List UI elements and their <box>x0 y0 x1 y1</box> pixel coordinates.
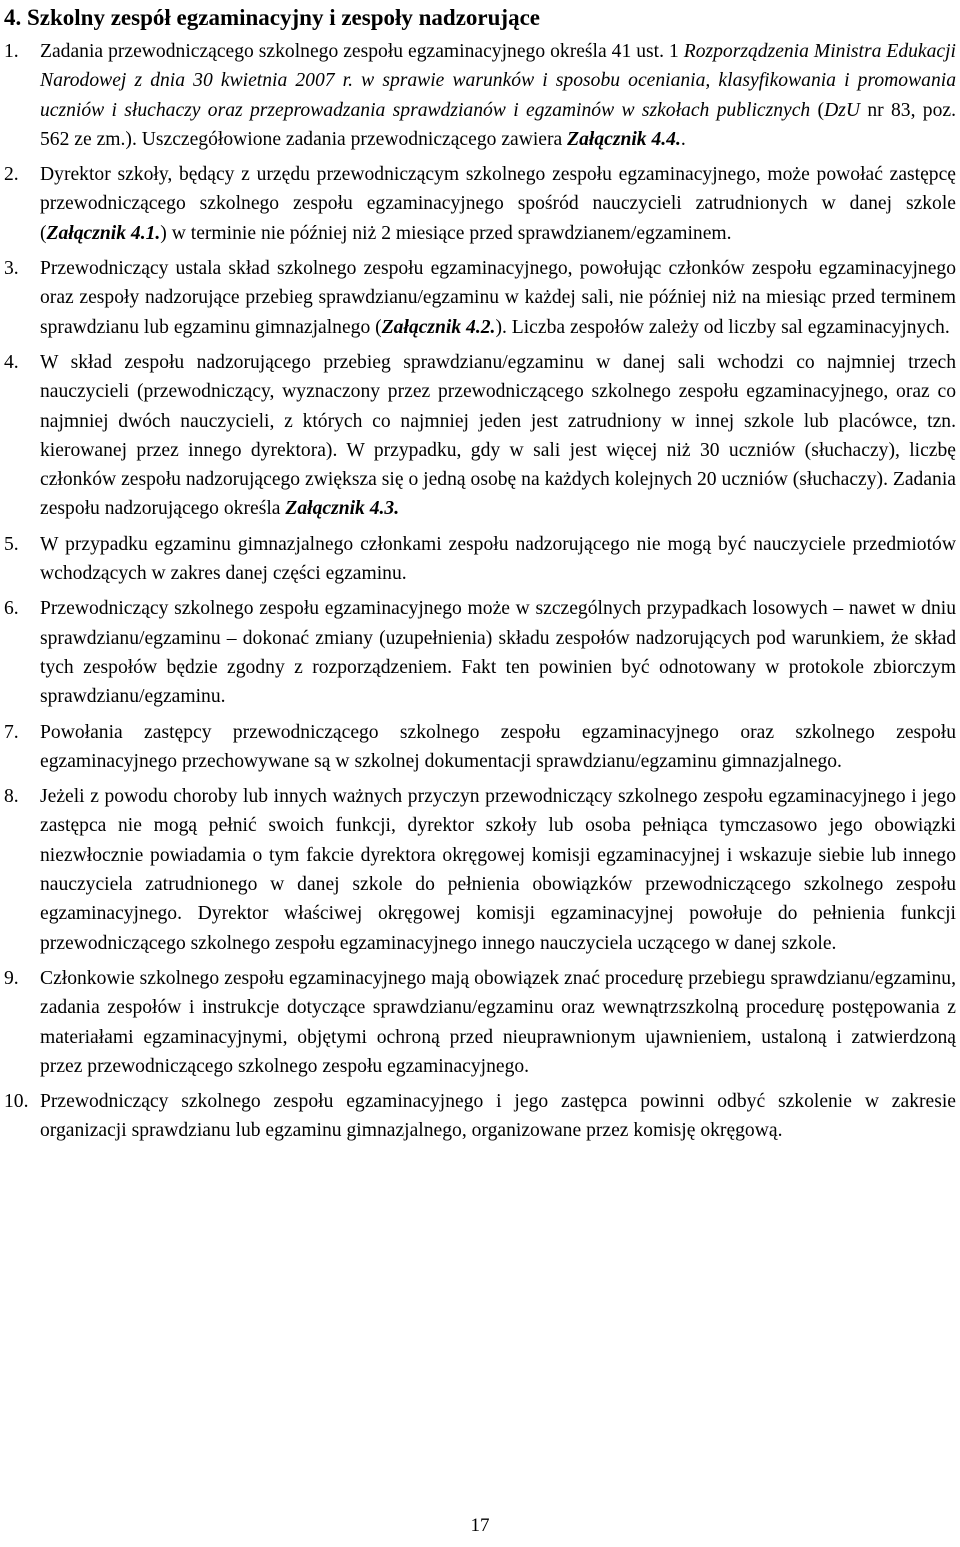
list-item <box>4 964 956 1081</box>
item-text: ( <box>810 99 825 121</box>
annex-reference: Załącznik 4.4. <box>567 128 681 150</box>
item-number: 4. <box>4 351 19 373</box>
annex-reference: Załącznik 4.1. <box>46 222 161 244</box>
list-item <box>4 1087 956 1146</box>
item-text: ). Liczba zespołów zależy od liczby sal egzaminacyjnych. <box>495 316 950 338</box>
page-number: 17 <box>470 1515 490 1536</box>
numbered-list <box>4 37 956 1146</box>
item-number: 9. <box>4 967 19 989</box>
item-number: 7. <box>4 721 19 743</box>
list-item <box>4 782 956 958</box>
item-number: 1. <box>4 41 19 62</box>
list-item <box>4 160 956 248</box>
list-item <box>4 254 956 342</box>
item-number: 3. <box>4 258 19 280</box>
annex-reference: Załącznik 4.2. <box>381 316 496 338</box>
item-text: Przewodniczący szkolnego zespołu egzaminacyjnego i jego zastępca powinni odbyć szkolenie w zakresie organizacji sprawdzianu lub egzaminu gimnazjalnego, organizowane przez komisję okręgową. <box>40 1091 956 1142</box>
item-text: . <box>680 128 686 150</box>
item-text: ) w terminie nie później niż 2 miesiące przed sprawdzianem/egzaminem. <box>160 222 732 244</box>
list-item <box>4 718 956 777</box>
item-text: Przewodniczący ustala skład szkolnego zespołu egzaminacyjnego, powołując członków zespołu egzaminacyjnego oraz zespoły nadzorujące przebieg sprawdzianu/egzaminu w każdej sali, nie później niż na miesiąc przed terminem sprawdzianu lub egzaminu gimnazjalnego ( <box>40 258 956 338</box>
item-text: W skład zespołu nadzorującego przebieg sprawdzianu/egzaminu w danej sali wchodzi co najmniej trzech nauczycieli (przewodniczący, wyznaczony przez przewodniczącego szkolnego zespołu egzaminacyjnego, oraz co najmniej dwóch nauczycieli, z których co najmniej jeden jest zatrudniony w innej szkole lub placówce, tzn. kierowanej przez innego dyrektora). W przypadku, gdy w sali jest więcej niż 30 uczniów (słuchaczy), liczbę członków zespołu nadzorującego zwiększa się o jedną osobę na każdych kolejnych 20 uczniów (słuchaczy). Zadania zespołu nadzorującego określa <box>40 351 956 520</box>
item-text: Powołania zastępcy przewodniczącego szkolnego zespołu egzaminacyjnego oraz szkolnego zespołu egzaminacyjnego przechowywane są w szkolnej dokumentacji sprawdzianu/egzaminu gimnazjalnego. <box>40 721 956 772</box>
list-item <box>4 594 956 711</box>
journal-abbrev: DzU <box>824 99 861 121</box>
section-heading: 4. Szkolny zespół egzaminacyjny i zespoły nadzorujące <box>4 5 540 30</box>
item-text: Zadania przewodniczącego szkolnego zespołu egzaminacyjnego określa 41 ust. 1 <box>40 41 684 62</box>
list-item <box>4 37 956 154</box>
item-number: 8. <box>4 786 19 808</box>
item-number: 5. <box>4 533 19 555</box>
item-text: W przypadku egzaminu gimnazjalnego członkami zespołu nadzorującego nie mogą być nauczyciele przedmiotów wchodzących w zakres danej części egzaminu. <box>40 533 956 585</box>
item-number: 10. <box>4 1091 29 1113</box>
item-number: 6. <box>4 598 19 620</box>
item-text: Dyrektor szkoły, będący z urzędu przewodniczącym szkolnego zespołu egzaminacyjnego, może powołać zastępcę przewodniczącego szkolnego zespołu egzaminacyjnego spośród nauczycieli zatrudnionych w danej szkole ( <box>40 164 956 244</box>
regulation-title: Rozporządzenia Ministra Edukacji Narodowej z dnia 30 kwietnia 2007 r. w sprawie warunków i sposobu oceniania, klasyfikowania i promowania uczniów i słuchaczy oraz przeprowadzania sprawdzianów i egzaminów w szkołach publicznych <box>40 41 956 121</box>
item-number: 2. <box>4 164 19 186</box>
item-text: nr 83, poz. 562 ze zm.). Uszczegółowione zadania przewodniczącego zawiera <box>40 99 956 150</box>
item-text: Jeżeli z powodu choroby lub innych ważnych przyczyn przewodniczący szkolnego zespołu egzaminacyjnego i jego zastępca nie mogą pełnić swoich funkcji, dyrektor szkoły lub osoba pełniąca tymczasowo jego obowiązki niezwłocznie powiadamia o tym fakcie dyrektora okręgowej komisji egzaminacyjnej i wskazuje siebie lub innego nauczyciela zatrudnionego w danej szkole do pełnienia obowiązków przewodniczącego szkolnego zespołu egzaminacyjnego. Dyrektor właściwej okręgowej komisji egzaminacyjnej powołuje do pełnienia funkcji przewodniczącego szkolnego zespołu egzaminacyjnego innego nauczyciela uczącego w danej szkole. <box>40 786 956 954</box>
item-text: Przewodniczący szkolnego zespołu egzaminacyjnego może w szczególnych przypadkach losowych – nawet w dniu sprawdzianu/egzaminu – dokonać zmiany (uzupełnienia) składu zespołów nadzorujących pod warunkiem, że skład tych zespołów będzie zgodny z rozporządzeniem. Fakt ten powinien być odnotowany w protokole zbiorczym sprawdzianu/egzaminu. <box>40 598 956 708</box>
item-text: Członkowie szkolnego zespołu egzaminacyjnego mają obowiązek znać procedurę przebiegu sprawdzianu/egzaminu, zadania zespołów i instrukcje dotyczące sprawdzianu/egzaminu oraz wewnątrzszkolną procedurę postępowania z materiałami egzaminacyjnymi, objętymi ochroną przed nieuprawnionym ujawnieniem, ustaloną i zatwierdzoną przez przewodniczącego szkolnego zespołu egzaminacyjnego. <box>40 967 956 1077</box>
list-item <box>4 348 956 524</box>
annex-reference: Załącznik 4.3. <box>285 498 400 520</box>
list-item <box>4 530 956 589</box>
